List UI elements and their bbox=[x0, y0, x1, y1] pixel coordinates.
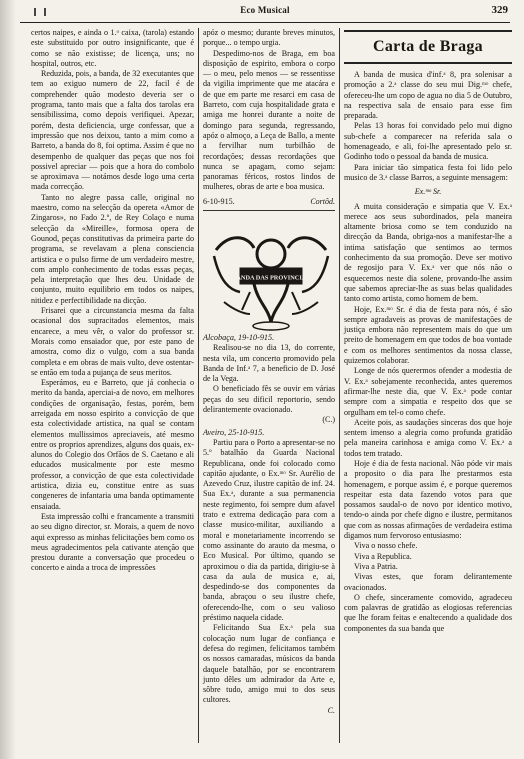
column-rule-2 bbox=[339, 28, 340, 743]
paragraph: A banda de musica d'inf.ᵃ 8, pra solenisar a promoção a 2.ᵃ classe do seu mui Dig.ᵐᵒ chefe, ofereceu-lhe um copo de agua no dia 5 de Outubro, na respectiva sala de ensaio para esse fim preparada. bbox=[344, 70, 512, 121]
paragraph: Tanto no alegre passa calle, original no maestro, como na selecção da opereta «Amor de Zingaros», no Fado 2.º, de Rey Colaço e numa selecção da «Mireille», formosa opera de Gounod, peças constitutivas da primeira parte do programa, se revelavam a plena consciencia artistica e o pulso firme de um verdadeiro mestre, com amplo conhecimento de todas essas peças, pela interpretação que lhes deu. Unidade de conjunto, muito equilibrio em todos os naipes, nitidez e perfectibilidade na dicção. bbox=[31, 192, 194, 305]
paragraph: Hoje é dia de festa nacional. Não póde vir mais a proposito o dia para lhe prestarmos esta homenagem, e porque assim é, e porque queremos respeitar esta data fazendo votos para que possamos saudal-o de novo por identico motivo, tendo-o ainda por chefe digno e ilustre, permitanos que com as nossas afirmações de verdadeira estima digamos num fervoroso entusiasmo: bbox=[344, 458, 512, 541]
article-date: 6-10-915. bbox=[203, 196, 235, 206]
page-number: 329 bbox=[491, 4, 508, 16]
title-rule-top bbox=[344, 30, 512, 32]
paragraph: apóz o mesmo; durante breves minutos, porque... o tempo urgia. bbox=[203, 28, 335, 48]
place-date-alcobaca: Alcobaça, 19-10-915. bbox=[203, 333, 275, 342]
paragraph: Reduzida, pois, a banda, de 32 executantes que tem ao exiguo numero de 22, facil é de comprehender quão modesto deveria ser o programa, tanto mais que a falta dos tarolas era sensibilissima, como depois verifiquei. Apezar, porém, desta deficiencia, urge confessar, que a impressão que nos deixou, tanto a mim como a Barreto, a banda do 8, foi optima. Assim é que no desempenho de qualquer das peças que nos foi possivel apreciar — pois que a hora do combolo se aproximava — notámos desde logo uma certa mada correcção. bbox=[31, 69, 194, 192]
paragraph: certos naipes, e ainda o 1.ᵒ caixa, (tarola) estando este substituido por outro insignificante, que é como se não existisse; de licença, uns; no hospital, outros, etc. bbox=[31, 28, 194, 68]
band-insignia-emblem bbox=[210, 222, 332, 332]
divider bbox=[203, 210, 335, 211]
paragraph: Esta impressão colhi e francamente a transmiti ao seu digno director, sr. Morais, a quem de novo aqui expresso as minhas felicitações bem como os meus agradecimentos pela cativante atenção que prestou durante a conversação que procedeu o concerto e ainda a troca de impressões bbox=[31, 511, 194, 573]
paragraph: Partiu para o Porto a apresentar-se no 5.º batalhão da Guarda Nacional Republicana, onde foi colocado como capitão ajudante, o Ex.ᵐᵒ Sr. Aurélio de Azevedo Cruz, ilustre capitão de inf. 24. Sua Ex.ᵃ, durante a sua permanencia neste regimento, foi sempre dum afavel trato e extrema dedicação para com a classe musico-militar, auxiliando a moral e monetariamente incorrendo se como assinante do arauto da mesma, o Eco Musical. Por último, quando se aproximou o dia da partida, dirigiu-se à casa da aula de musica e, ai, despedindo-se dos componentes da banda, abraçou o seu ilustre chefe, oferecendo-lhe, com o seu valioso préstimo naquela cidade. bbox=[203, 437, 335, 623]
paragraph: O chefe, sinceramente comovido, agradeceu com palavras de gratidão as elogiosas referencias que lhe foram feitas e enaltecendo a qualidade dos componentes da sua banda que bbox=[344, 592, 512, 633]
paragraph: Hoje, Ex.ᵐᵒ Sr. é dia de festa para nós, é são sempre agradaveis as provas de manifestações de justiça embora não representem mais do que um preito de homenagem em que todos de boa vontade e com os melhores sentimentos da nossa classe, quizemos colaborar. bbox=[344, 304, 512, 366]
place-date-aveiro: Aveiro, 25-10-915. bbox=[203, 427, 265, 437]
column-2-lower bbox=[203, 333, 335, 716]
paragraph: Aceite pois, as saudações sinceras dos que hoje sentem imenso a alegria como profunda gratidão pela maneira carinhosa e amiga como V. Ex.ᵃ a todos tem tratado. bbox=[344, 417, 512, 458]
title-rule-bottom bbox=[344, 62, 512, 64]
cheer-line: Viva o nosso chefe. bbox=[354, 541, 418, 551]
article-signature: Cortôd. bbox=[310, 196, 335, 206]
paragraph: Esperámos, eu e Barreto, que já conhecia o merito da banda, aperciai-a de novo, em melhores condições de organisação, festas, porém, bem arreigada em nosso espirito a convicção de que esta colectividade artistica, na qual se contam elementos mullissimos apreciaveis, até mesmo entre os proprios aprendizes, alguns dos quais, ex-alunos do Colegio dos Orfãos de S. Caetano e ali educados musicalmente por este mesmo professor, a convicção de que esta colectividade artistica, dizia eu, constitue entre as suas congeneres de infantaria uma banda optimamente ensaiada. bbox=[31, 378, 194, 511]
paragraph: Longe de nós querermos ofender a modestia de V. Ex.ᵃ sobejamente reconhecida, antes queremos afirmar-lhe neste dia, que V. Ex.ᵃ pode contar sempre com a simpatia e respeito dos que se orgulham em tel-o como chefe. bbox=[344, 366, 512, 417]
salutation: Ex.ᵐᵒ Sr. bbox=[414, 187, 442, 197]
column-1 bbox=[31, 28, 194, 574]
paragraph: A muita consideração e simpatia que V. Ex.ᵃ merece aos seus subordinados, pela maneira altamente briosa como se tem conduzido na direcção da Banda, obriga-nos a manifestar-lhe a intima satisfação que sentimos ao termos conhecimento da sua promoção. Deve ser motivo de regosijo para V. Ex.ᵃ ver que nós não o esquecemos neste dia solene, provando-lhe assim que sabemos apreciar-lhe as suas belas qualidades tanto como artista, como homem de bem. bbox=[344, 201, 512, 304]
paragraph: Pelas 13 horas foi convidado pelo mui digno sub-chefe a comparecer na referida sala o homenageado, e ali, foi-lhe apresentado pelo sr. Godinho todo o pessoal da banda de musica. bbox=[344, 121, 512, 162]
paragraph: Realisou-se no dia 13, do corrente, nesta vila, um concerto promovido pela Banda de Inf.ᵃ 7, a beneficio de D. José de la Vega. bbox=[203, 343, 335, 384]
cheer-line: Viva a Patria. bbox=[354, 561, 398, 571]
cheer-line: Viva a Republica. bbox=[354, 551, 412, 561]
paragraph: O beneficiado fês se ouvir em várias peças do seu dificil reportorio, sendo delirantemente ovacionado. bbox=[203, 384, 335, 415]
page-header bbox=[20, 4, 510, 23]
paragraph: Felicitando Sua Ex.ᵃ pela sua colocação num lugar de confiança e defesa do regimen, felicitamos também os nossos camaradas, músicos da banda daquele batalhão, por se encontrarem junto dêles um admirador da Arte e, sôbre tudo, amigo mui to dos seus cultores. bbox=[203, 623, 335, 705]
column-3 bbox=[344, 70, 512, 634]
paragraph: Despedimo-nos de Braga, em boa disposição de espirito, embora o corpo — o meu, pelo menos — se ressentisse da vigilia imprimente que me atacára e de que em parte me resarci em casa de Barreto, com cuja hospitalidade grata e amiga me honrei durante a noite de domingo para segunda, regressando, apóz o almoço, a Leça de Ballo, a mente a fervilhar num turbilhão de recordações; dessas recordações que nunca se apagam, como sejam: panoramas féricos, rostos lindos de mulheres, obras de arte e boa musica. bbox=[203, 48, 335, 192]
signature-c-final: C. bbox=[327, 705, 335, 715]
paragraph: Para iniciar tão simpatica festa foi lido pelo musico de 3.ᵃ classe Barros, a seguinte mensagem: bbox=[344, 162, 512, 182]
signature-c: (C.) bbox=[322, 415, 335, 425]
column-rule-1 bbox=[198, 28, 199, 743]
insignia-text: BANDA DAS PROVINCIAS bbox=[232, 274, 310, 282]
column-2 bbox=[203, 28, 335, 211]
paragraph: Frisarei que a circunstancia mesma da falta ocasional dos supracitados elementos, mais encarece, a meu vêr, o valor do professor sr. Morais como ensaiador que, por este pano de amostra, como diz o vulgo, com a sua banda completa e em obras de mais vulto, deve ostentar-se então em toda a pujança de seus meritos. bbox=[31, 306, 194, 377]
article-title: Carta de Braga bbox=[373, 38, 483, 55]
paragraph: Vivas estes, que foram delirantemente ovacionados. bbox=[344, 572, 512, 592]
header-title: Eco Musical bbox=[240, 5, 290, 15]
